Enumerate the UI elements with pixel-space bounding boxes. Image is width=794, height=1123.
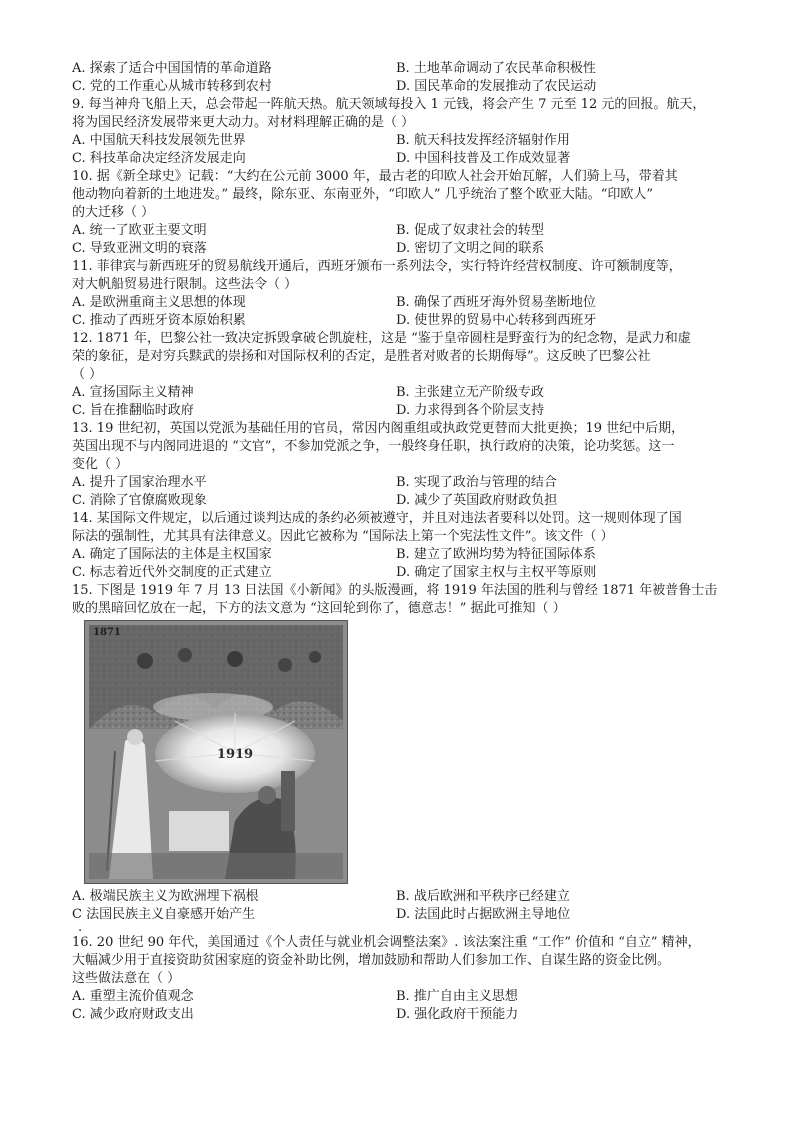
q14-option-c[interactable]: C. 标志着近代外交制度的正式建立: [72, 565, 272, 580]
q9-option-b[interactable]: B. 航天科技发挥经济辐射作用: [396, 133, 570, 148]
q11-option-c[interactable]: C. 推动了西班牙资本原始积累: [72, 313, 246, 328]
q13-stem-line: 变化（ ）: [72, 457, 129, 472]
q12-stem-line: （ ）: [72, 367, 103, 382]
q12-stem-line: 12. 1871 年，巴黎公社一致决定拆毁拿破仑凯旋柱，这是 “鉴于皇帝圆柱是野蛮行为的纪念物，是武力和虚: [72, 331, 691, 346]
q16-stem-line: 16. 20 世纪 90 年代，美国通过《个人责任与就业机会调整法案》. 该法案注重 “工作” 价值和 “自立” 精神，: [72, 935, 701, 950]
question-9: [72, 96, 732, 168]
q10-option-a[interactable]: A. 统一了欧亚主要文明: [72, 223, 207, 238]
q8-options-row-1: [72, 60, 732, 78]
q15-stem-line: 15. 下图是 1919 年 7 月 13 日法国《小新闻》的头版漫画，将 1919 年法国的胜利与曾经 1871 年被普鲁士击: [72, 583, 718, 598]
q12-option-a[interactable]: A. 宣扬国际主义精神: [72, 385, 194, 400]
q9-option-a[interactable]: A. 中国航天科技发展领先世界: [72, 133, 246, 148]
question-10: [72, 168, 732, 258]
q16-option-c[interactable]: C. 减少政府财政支出: [72, 1007, 194, 1022]
question-12: [72, 330, 732, 420]
cartoon-illustration: [85, 621, 347, 883]
q13-option-c[interactable]: C. 消除了官僚腐败现象: [72, 493, 207, 508]
q13-stem-line: 英国出现不与内阁同进退的 “文官”，不参加党派之争，一般终身任职，执行政府的决策，论功奖惩。这一: [72, 439, 675, 454]
exam-page: [72, 60, 732, 1024]
q11-stem-line: 11. 菲律宾与新西班牙的贸易航线开通后，西班牙颁布一系列法令，实行特许经营权制度、许可额制度等，: [72, 259, 682, 274]
q12-option-b[interactable]: B. 主张建立无产阶级专政: [396, 385, 544, 400]
q11-option-a[interactable]: A. 是欧洲重商主义思想的体现: [72, 295, 246, 310]
q13-option-d[interactable]: D. 减少了英国政府财政负担: [396, 493, 558, 508]
stray-mark: .: [78, 920, 83, 935]
q14-option-b[interactable]: B. 建立了欧洲均势为特征国际体系: [396, 547, 596, 562]
question-15: [72, 582, 732, 934]
q15-option-c[interactable]: C 法国民族主义自豪感开始产生: [72, 907, 256, 922]
q16-stem-line: 这些做法意在（ ）: [72, 971, 181, 986]
q10-stem-line: 他动物向着新的土地进发。” 最终，除东亚、东南亚外，“印欧人” 几乎统治了整个欧亚大陆。“印欧人”: [72, 187, 653, 202]
question-13: [72, 420, 732, 510]
q15-stem-line: 败的黑暗回忆放在一起，下方的法文意为 “这回轮到你了，德意志！” 据此可推知（ ）: [72, 601, 566, 616]
q13-option-a[interactable]: A. 提升了国家治理水平: [72, 475, 207, 490]
question-14: [72, 510, 732, 582]
q8-option-c[interactable]: C. 党的工作重心从城市转移到农村: [72, 79, 272, 94]
q9-option-d[interactable]: D. 中国科技普及工作成效显著: [396, 151, 571, 166]
cartoon-image: [84, 620, 348, 884]
q8-options-row-2: [72, 78, 732, 96]
q11-option-d[interactable]: D. 使世界的贸易中心转移到西班牙: [396, 313, 597, 328]
q14-option-a[interactable]: A. 确定了国际法的主体是主权国家: [72, 547, 272, 562]
q14-stem-line: 际法的强制性，尤其具有法律意义。因此它被称为 “国际法上第一个宪法性文件”。该文件（ ）: [72, 529, 614, 544]
q13-option-b[interactable]: B. 实现了政治与管理的结合: [396, 475, 557, 490]
q16-option-d[interactable]: D. 强化政府干预能力: [396, 1007, 519, 1022]
cartoon-year-1871: 1871: [93, 627, 121, 638]
q15-option-a[interactable]: A. 极端民族主义为欧洲埋下祸根: [72, 889, 259, 904]
q9-option-c[interactable]: C. 科技革命决定经济发展走向: [72, 151, 246, 166]
q11-stem-line: 对大帆船贸易进行限制。这些法令（ ）: [72, 277, 298, 292]
q13-stem-line: 13. 19 世纪初，英国以党派为基础任用的官员，常因内阁重组或执政党更替而大批更换；19 世纪中后期，: [72, 421, 685, 436]
q16-option-a[interactable]: A. 重塑主流价值观念: [72, 989, 194, 1004]
q9-stem-line: 9. 每当神舟飞船上天，总会带起一阵航天热。航天领域每投入 1 元钱，将会产生 7 元至 12 元的回报。航天，: [72, 97, 706, 112]
q10-stem-line: 10. 据《新全球史》记载：“大约在公元前 3000 年，最古老的印欧人社会开始瓦解，人们骑上马，带着其: [72, 169, 678, 184]
q10-option-c[interactable]: C. 导致亚洲文明的衰落: [72, 241, 207, 256]
q11-option-b[interactable]: B. 确保了西班牙海外贸易垄断地位: [396, 295, 596, 310]
q12-option-c[interactable]: C. 旨在推翻临时政府: [72, 403, 194, 418]
q16-stem-line: 大幅减少用于直接资助贫困家庭的资金补助比例，增加鼓励和帮助人们参加工作、自谋生路的资金比例。: [72, 953, 671, 968]
question-16: [72, 934, 732, 1024]
q12-stem-line: 荣的象征，是对穷兵黩武的崇扬和对国际权利的否定，是胜者对败者的长期侮辱”。这反映了巴黎公社: [72, 349, 651, 364]
q16-option-b[interactable]: B. 推广自由主义思想: [396, 989, 518, 1004]
q10-option-d[interactable]: D. 密切了文明之间的联系: [396, 241, 545, 256]
cartoon-year-1919: 1919: [216, 747, 254, 762]
q10-stem-line: 的大迁移（ ）: [72, 205, 155, 220]
q15-option-b[interactable]: B. 战后欧洲和平秩序已经建立: [396, 889, 570, 904]
q10-option-b[interactable]: B. 促成了奴隶社会的转型: [396, 223, 544, 238]
q8-option-a[interactable]: A. 探索了适合中国国情的革命道路: [72, 61, 272, 76]
q8-option-b[interactable]: B. 土地革命调动了农民革命积极性: [396, 61, 596, 76]
q14-option-d[interactable]: D. 确定了国家主权与主权平等原则: [396, 565, 597, 580]
q14-stem-line: 14. 某国际文件规定，以后通过谈判达成的条约必须被遵守，并且对违法者要科以处罚。这一规则体现了国: [72, 511, 682, 526]
q15-option-d[interactable]: D. 法国此时占据欧洲主导地位: [396, 907, 571, 922]
q8-option-d[interactable]: D. 国民革命的发展推动了农民运动: [396, 79, 597, 94]
q9-stem-line: 将为国民经济发展带来更大动力。对材料理解正确的是（ ）: [72, 115, 415, 130]
q12-option-d[interactable]: D. 力求得到各个阶层支持: [396, 403, 545, 418]
question-11: [72, 258, 732, 330]
